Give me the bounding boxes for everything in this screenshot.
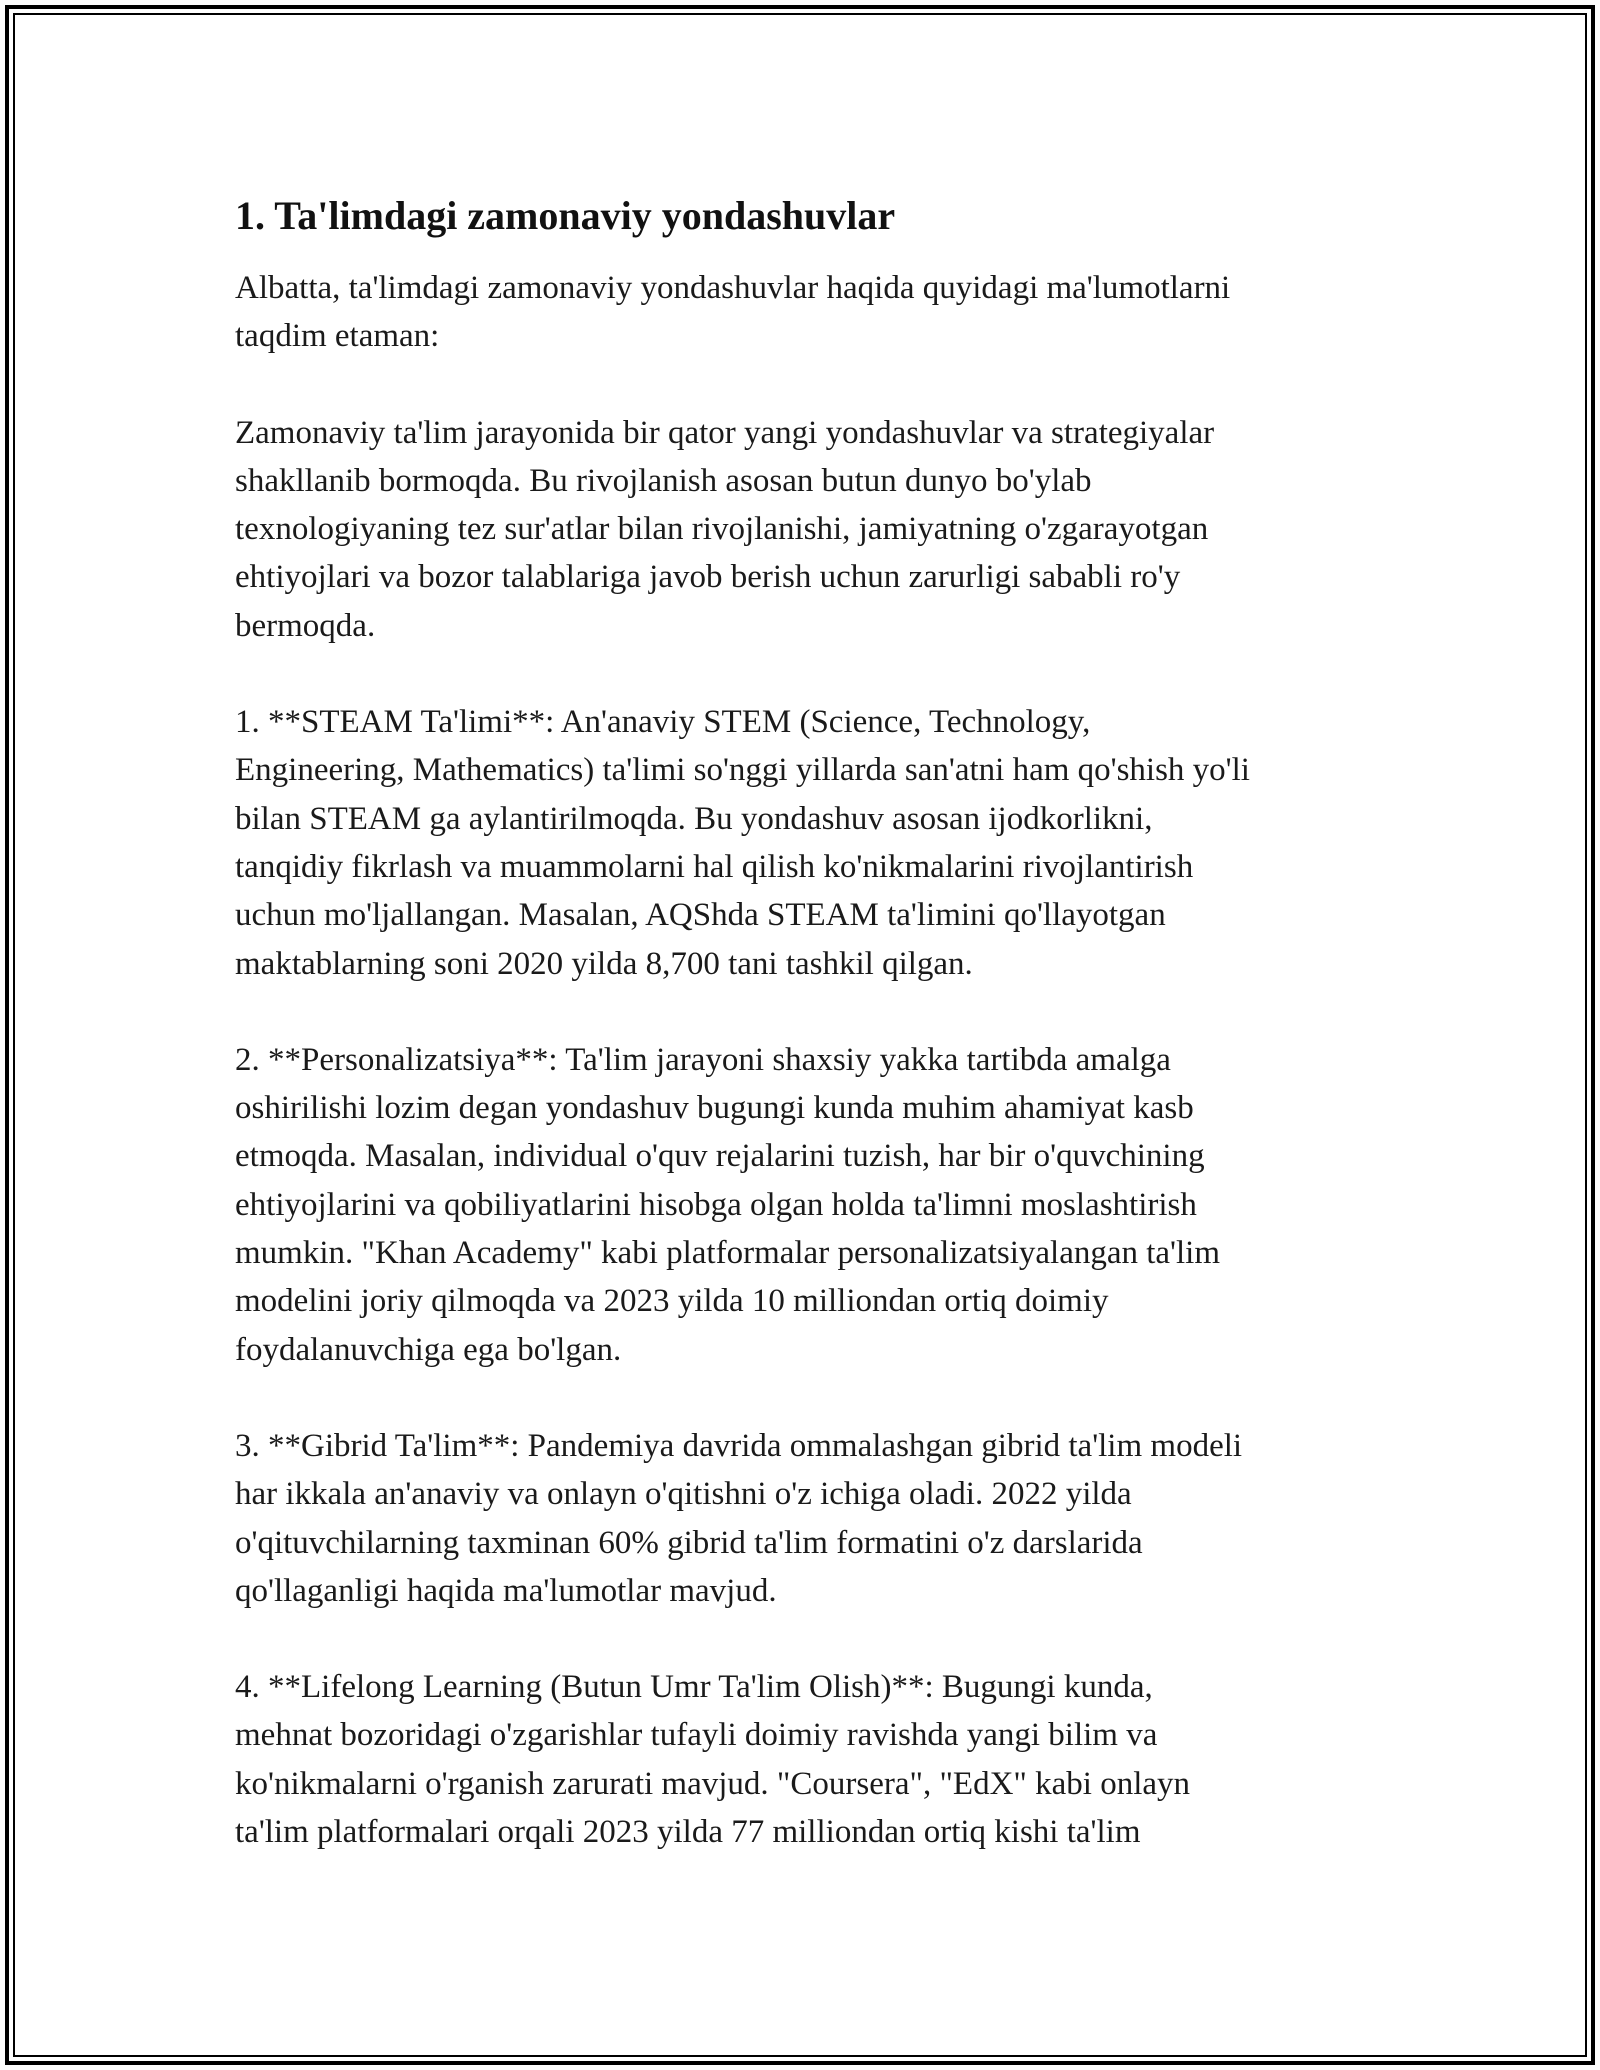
list-item-steam: 1. **STEAM Ta'limi**: An'anaviy STEM (Science, Technology, Engineering, Mathematics) ta'limi so'nggi yillarda san'atni ham qo'shish yo'li bilan STEAM ga aylantirilmoqda. Bu yondashuv asosan ijodkorlikni, tanqidiy fikrlash va muammolarni hal qilish ko'nikmalarini rivojlantirish uchun mo'ljallangan. Masalan, AQShda STEAM ta'limini qo'llayotgan maktablarning soni 2020 yilda 8,700 tani tashkil qilgan. <box>235 704 1250 982</box>
document-title: 1. Ta'limdagi zamonaviy yondashuvlar <box>235 193 896 238</box>
list-item-personalization: 2. **Personalizatsiya**: Ta'lim jarayoni shaxsiy yakka tartibda amalga oshirilishi lozim degan yondashuv bugungi kunda muhim ahamiyat kasb etmoqda. Masalan, individual o'quv rejalarini tuzish, har bir o'quvchining ehtiyojlarini va qobiliyatlarini hisobga olgan holda ta'limni moslashtirish mumkin. "Khan Academy" kabi platformalar personalizatsiyalangan ta'lim modelini joriy qilmoqda va 2023 yilda 10 milliondan ortiq doimiy foydalanuvchiga ega bo'lgan. <box>235 1041 1221 1368</box>
intro-paragraph: Albatta, ta'limdagi zamonaviy yondashuvlar haqida quyidagi ma'lumotlarni taqdim etaman: <box>235 270 1231 355</box>
list-item-lifelong-learning: 4. **Lifelong Learning (Butun Umr Ta'lim Olish)**: Bugungi kunda, mehnat bozoridagi o'zgarishlar tufayli doimiy ravishda yangi bilim va ko'nikmalarni o'rganish zarurati mavjud. "Coursera", "EdX" kabi onlayn ta'lim platformalari orqali 2023 yilda 77 milliondan ortiq kishi ta'lim <box>235 1669 1191 1851</box>
overview-paragraph: Zamonaviy ta'lim jarayonida bir qator yangi yondashuvlar va strategiyalar shakllanib bormoqda. Bu rivojlanish asosan butun dunyo bo'ylab texnologiyaning tez sur'atlar bilan rivojlanishi, jamiyatning o'zgarayotgan ehtiyojlari va bozor talablariga javob berish uchun zarurligi sababli ro'y bermoqda. <box>235 414 1215 644</box>
document-page <box>235 188 1385 1904</box>
document-body <box>235 264 1385 1856</box>
list-item-hybrid: 3. **Gibrid Ta'lim**: Pandemiya davrida ommalashgan gibrid ta'lim modeli har ikkala an'anaviy va onlayn o'qitishni o'z ichiga oladi. 2022 yilda o'qituvchilarning taxminan 60% gibrid ta'lim formatini o'z darslarida qo'llaganligi haqida ma'lumotlar mavjud. <box>235 1427 1243 1609</box>
